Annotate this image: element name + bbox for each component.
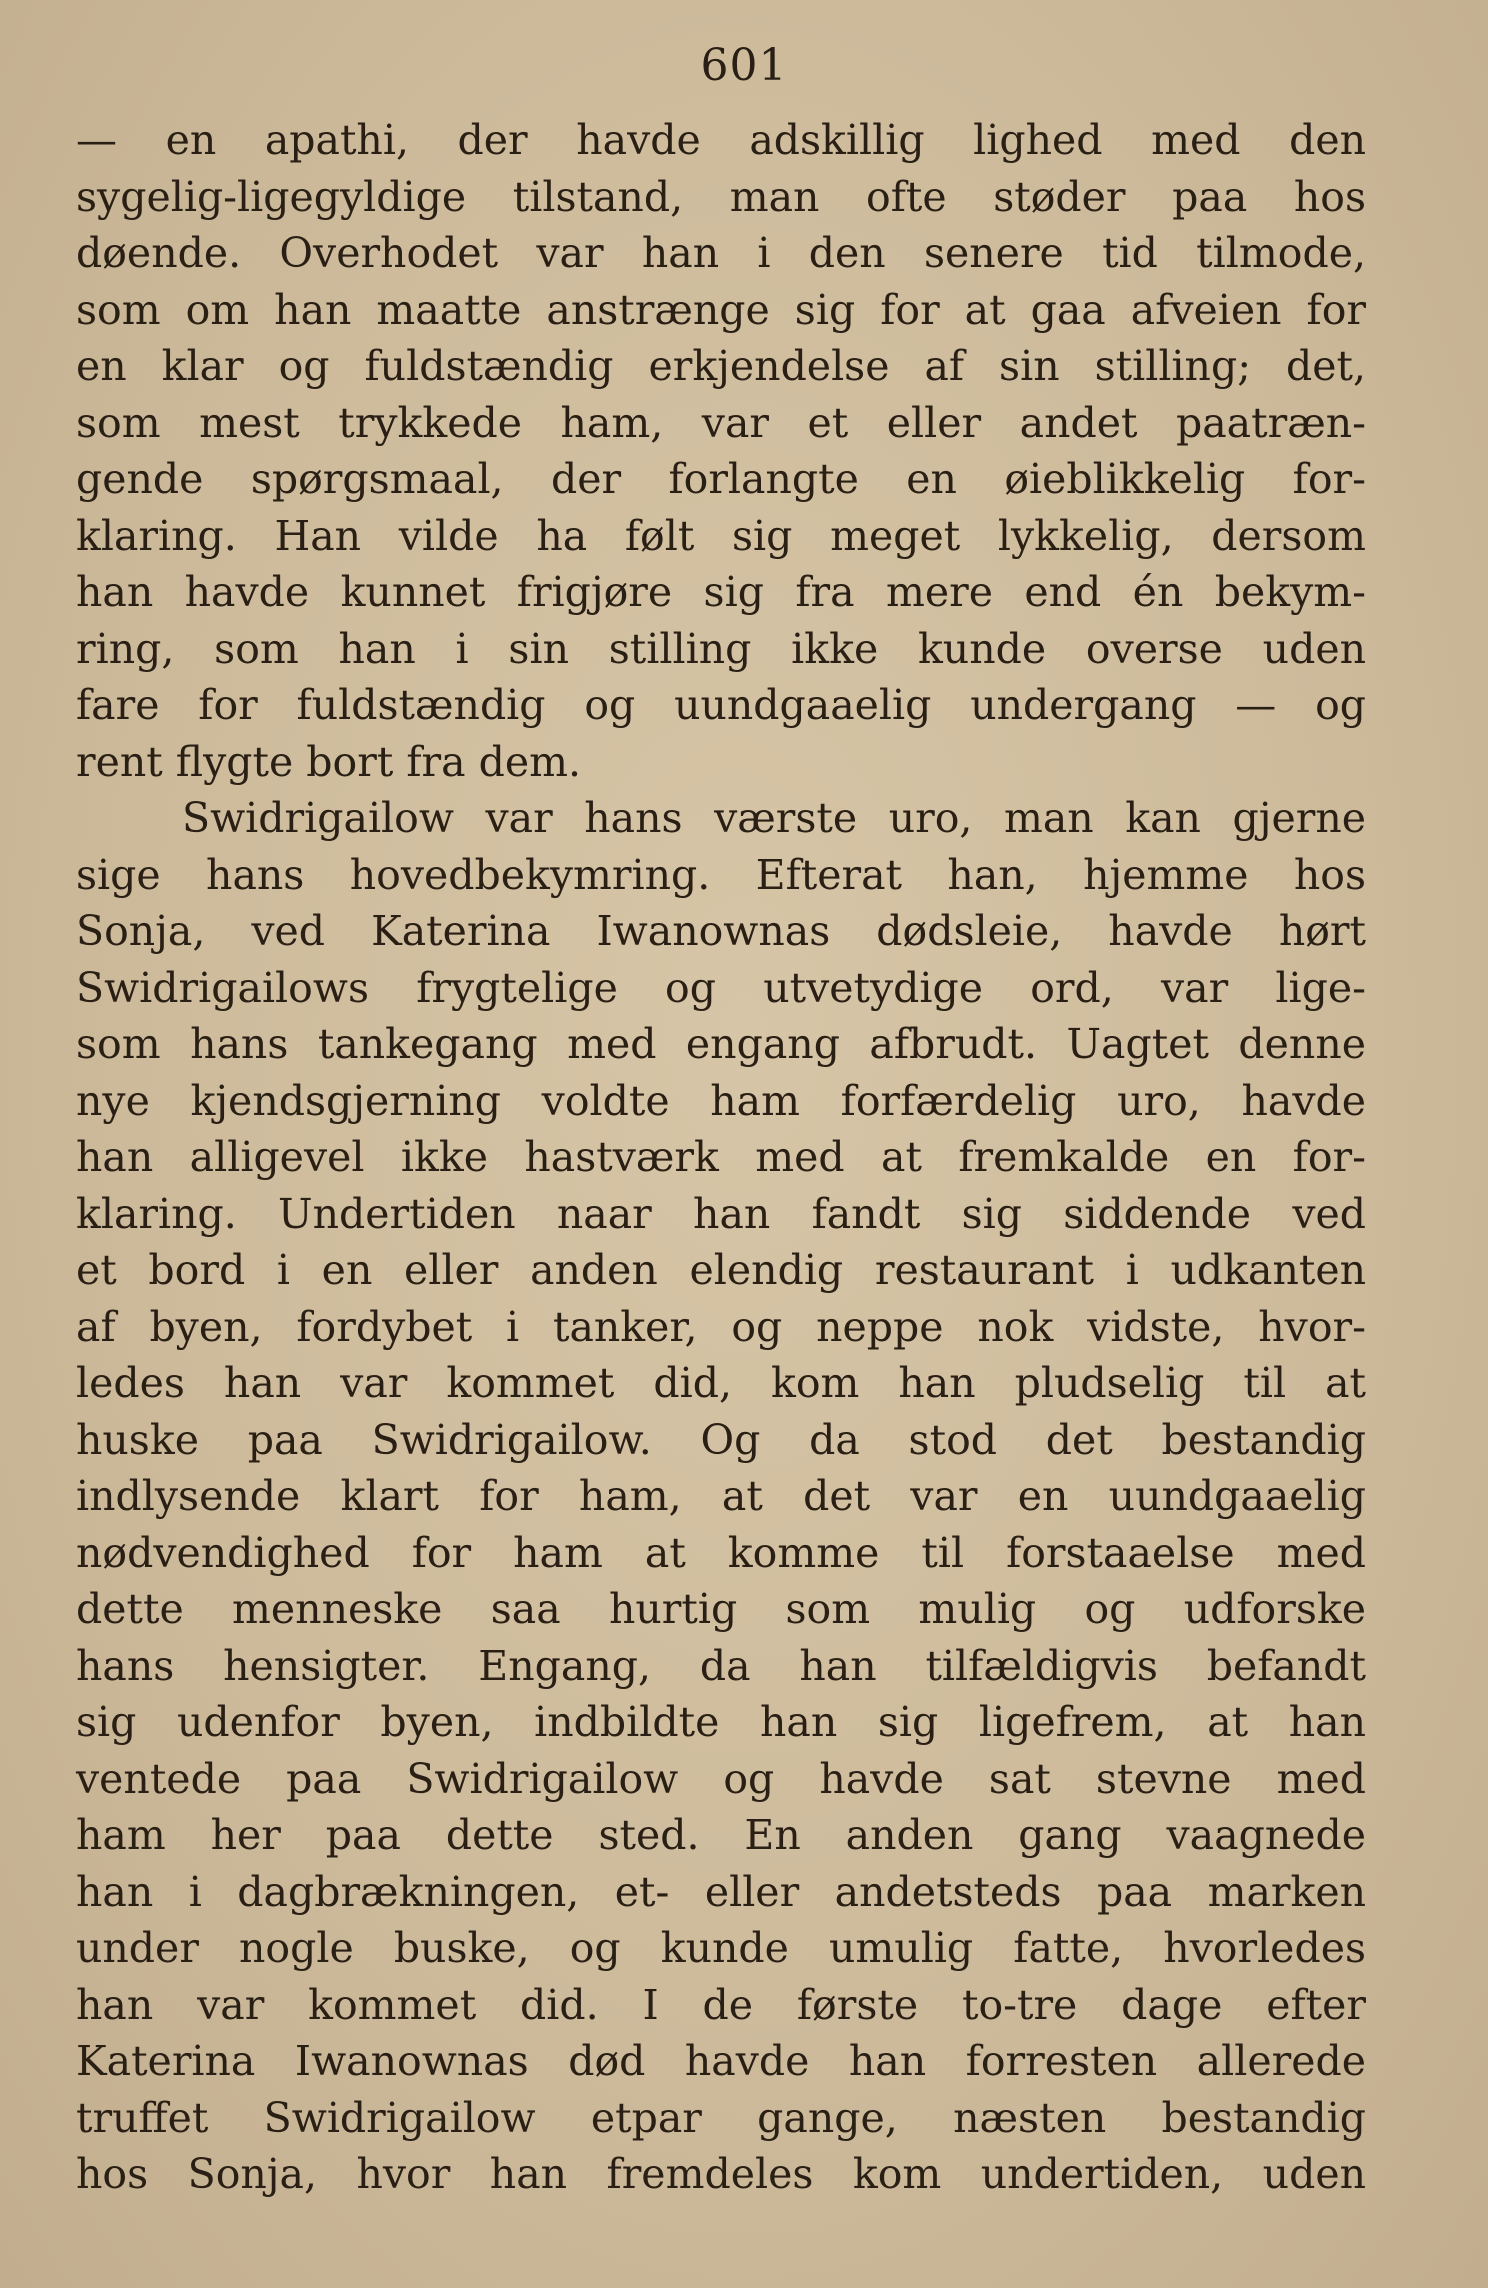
text-line: ventede paa Swidrigailow og havde sat stevne med — [76, 1754, 1366, 1803]
text-line: Swidrigailows frygtelige og utvetydige ord, var lige- — [76, 963, 1366, 1012]
text-line: døende. Overhodet var han i den senere tid tilmode, — [76, 229, 1366, 277]
text-line: en klar og fuldstændig erkjendelse af sin stilling; det, — [76, 342, 1366, 390]
text-line: som om han maatte anstrænge sig for at gaa afveien for — [76, 285, 1366, 334]
text-line: huske paa Swidrigailow. Og da stod det bestandig — [76, 1415, 1366, 1464]
text-line: gende spørgsmaal, der forlangte en øieblikkelig for- — [76, 455, 1366, 503]
text-line: hans hensigter. Engang, da han tilfældigvis befandt — [76, 1641, 1366, 1690]
text-line: klaring. Han vilde ha følt sig meget lykkelig, dersom — [76, 511, 1366, 560]
text-line: nye kjendsgjerning voldte ham forfærdelig uro, havde — [76, 1076, 1366, 1125]
text-line: fare for fuldstændig og uundgaaelig undergang — og — [76, 681, 1366, 729]
text-line: som mest trykkede ham, var et eller andet paatræn- — [76, 398, 1366, 447]
text-line: han i dagbrækningen, et- eller andetsteds paa marken — [76, 1867, 1366, 1916]
text-line: sygelig-ligegyldige tilstand, man ofte støder paa hos — [76, 172, 1366, 221]
text-line: ham her paa dette sted. En anden gang vaagnede — [76, 1811, 1366, 1859]
text-line: et bord i en eller anden elendig restaurant i udkanten — [76, 1246, 1366, 1294]
text-line: Katerina Iwanownas død havde han forresten allerede — [76, 2037, 1366, 2085]
text-line: af byen, fordybet i tanker, og neppe nok vidste, hvor- — [76, 1302, 1366, 1351]
text-line: Sonja, ved Katerina Iwanownas dødsleie, havde hørt — [76, 907, 1366, 955]
text-line: han var kommet did. I de første to-tre dage efter — [76, 1980, 1366, 2029]
text-line: klaring. Undertiden naar han fandt sig siddende ved — [76, 1189, 1366, 1238]
text-line: dette menneske saa hurtig som mulig og udforske — [76, 1585, 1366, 1633]
text-line: sig udenfor byen, indbildte han sig ligefrem, at han — [76, 1698, 1366, 1746]
text-line: ledes han var kommet did, kom han pludselig til at — [76, 1359, 1366, 1407]
body-text — [76, 112, 1366, 2203]
text-line: indlysende klart for ham, at det var en uundgaaelig — [76, 1472, 1366, 1520]
text-line: ring, som han i sin stilling ikke kunde overse uden — [76, 624, 1366, 673]
text-line: nødvendighed for ham at komme til forstaaelse med — [76, 1528, 1366, 1577]
text-line: — en apathi, der havde adskillig lighed med den — [76, 116, 1366, 164]
text-line: rent flygte bort fra dem. — [76, 737, 582, 786]
text-line: sige hans hovedbekymring. Efterat han, hjemme hos — [76, 850, 1366, 899]
text-line: han havde kunnet frigjøre sig fra mere end én bekym- — [76, 568, 1366, 616]
text-line: Swidrigailow var hans værste uro, man kan gjerne — [182, 794, 1366, 842]
text-line: han alligevel ikke hastværk med at fremkalde en for- — [76, 1133, 1366, 1181]
text-line: som hans tankegang med engang afbrudt. Uagtet denne — [76, 1020, 1366, 1068]
page-number: 601 — [700, 40, 788, 91]
text-line: under nogle buske, og kunde umulig fatte, hvorledes — [76, 1924, 1366, 1972]
text-line: hos Sonja, hvor han fremdeles kom undertiden, uden — [76, 2150, 1366, 2198]
text-line: truffet Swidrigailow etpar gange, næsten bestandig — [76, 2093, 1366, 2142]
